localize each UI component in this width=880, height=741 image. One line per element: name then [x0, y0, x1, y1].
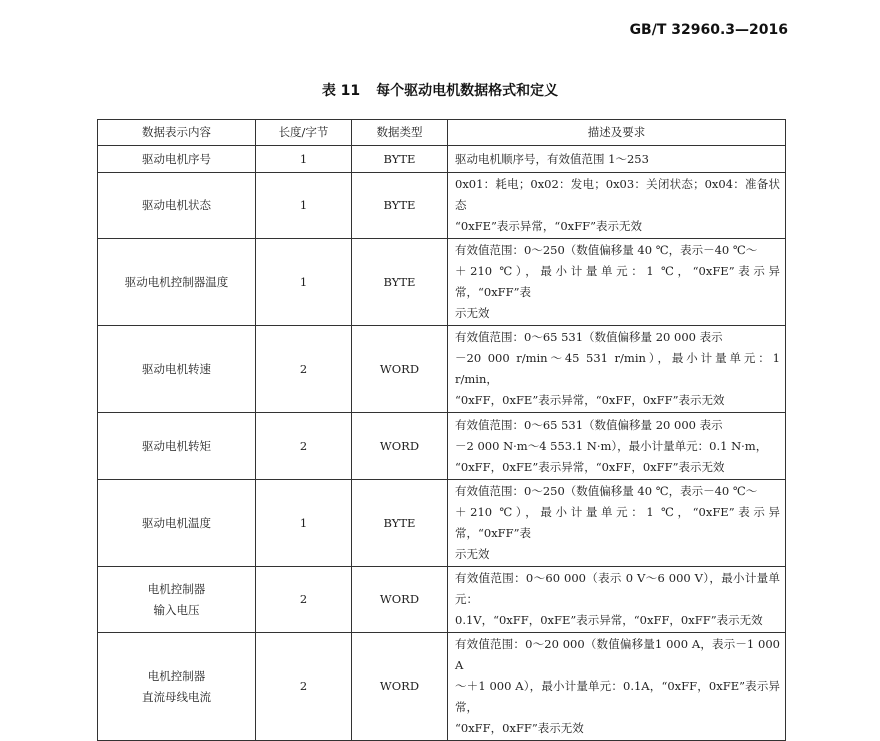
row-name: 驱动电机转矩 — [98, 413, 256, 480]
table-number: 表 11 — [321, 83, 361, 99]
row-type: BYTE — [352, 480, 448, 567]
description-line: 有效值范围：0～250（数值偏移量 40 ℃，表示－40 ℃～ — [455, 484, 758, 498]
description-line: －2 000 N·m～4 553.1 N·m），最小计量单元：0.1 N·m， — [455, 438, 768, 453]
column-header-content: 数据表示内容 — [98, 120, 256, 146]
row-name — [98, 567, 256, 633]
row-length: 1 — [256, 146, 352, 173]
description-line: 有效值范围：0～65 531（数值偏移量 20 000 表示 — [455, 330, 723, 344]
row-description — [448, 146, 786, 173]
table-row — [98, 567, 786, 633]
description-line: ＋210 ℃），最小计量单元：1 ℃，“0xFE”表示异常，“0xFF”表 — [455, 505, 780, 540]
description-line: ～＋1 000 A），最小计量单元：0.1A，“0xFF，0xFE”表示异常， — [455, 679, 780, 714]
column-header-type: 数据类型 — [352, 120, 448, 146]
row-name — [98, 633, 256, 741]
standard-code: GB/T 32960.3—2016 — [629, 22, 788, 38]
row-type: WORD — [352, 326, 448, 413]
table-header-row — [98, 120, 786, 146]
description-line: 示无效 — [455, 306, 490, 320]
description-line: 驱动电机顺序号，有效值范围 1～253 — [455, 151, 649, 166]
row-type: BYTE — [352, 239, 448, 326]
description-line: ＋210 ℃），最小计量单元：1 ℃，“0xFE”表示异常，“0xFF”表 — [455, 264, 780, 299]
description-line: 有效值范围：0～20 000（数值偏移量1 000 A，表示－1 000 A — [455, 637, 780, 672]
column-header-length: 长度/字节 — [256, 120, 352, 146]
row-description — [448, 326, 786, 413]
column-header-description: 描述及要求 — [448, 120, 786, 146]
data-format-table — [97, 119, 786, 741]
table-row — [98, 480, 786, 567]
description-line: 有效值范围：0～65 531（数值偏移量 20 000 表示 — [455, 417, 723, 432]
row-length: 2 — [256, 413, 352, 480]
table-row — [98, 146, 786, 173]
row-description — [448, 173, 786, 239]
description-line: 示无效 — [455, 547, 490, 561]
table-row — [98, 413, 786, 480]
description-line: “0xFF，0xFE”表示异常，“0xFF，0xFF”表示无效 — [455, 459, 725, 474]
row-type: BYTE — [352, 173, 448, 239]
row-length: 2 — [256, 326, 352, 413]
table-row — [98, 173, 786, 239]
description-line: 有效值范围：0～60 000（表示 0 V～6 000 V），最小计量单元： — [455, 571, 780, 606]
row-description — [448, 567, 786, 633]
table-row — [98, 239, 786, 326]
description-line: “0xFE”表示异常，“0xFF”表示无效 — [455, 219, 642, 233]
row-length: 1 — [256, 480, 352, 567]
row-type: WORD — [352, 413, 448, 480]
description-line: 0x01：耗电；0x02：发电；0x03：关闭状态；0x04：准备状态 — [455, 177, 780, 212]
row-length: 1 — [256, 173, 352, 239]
table-caption — [0, 80, 880, 100]
row-type: BYTE — [352, 146, 448, 173]
description-line: 0.1V，“0xFF，0xFE”表示异常，“0xFF，0xFF”表示无效 — [455, 613, 763, 627]
row-description — [448, 239, 786, 326]
table-row — [98, 633, 786, 741]
description-line: 有效值范围：0～250（数值偏移量 40 ℃，表示－40 ℃～ — [455, 243, 758, 257]
row-name: 驱动电机控制器温度 — [98, 239, 256, 326]
table-title: 每个驱动电机数据格式和定义 — [376, 83, 559, 99]
row-length: 2 — [256, 633, 352, 741]
row-name: 驱动电机状态 — [98, 173, 256, 239]
row-description — [448, 480, 786, 567]
row-length: 2 — [256, 567, 352, 633]
row-type: WORD — [352, 633, 448, 741]
row-name-line: 电机控制器 — [147, 581, 206, 596]
row-name: 驱动电机转速 — [98, 326, 256, 413]
row-name-line: 直流母线电流 — [142, 689, 211, 704]
row-name-line: 输入电压 — [153, 602, 200, 617]
table-row — [98, 326, 786, 413]
row-name-line: 电机控制器 — [147, 668, 206, 683]
description-line: －20 000 r/min～45 531 r/min），最小计量单元：1 r/min， — [455, 351, 780, 386]
row-name: 驱动电机温度 — [98, 480, 256, 567]
description-line: “0xFF，0xFE”表示异常，“0xFF，0xFF”表示无效 — [455, 393, 725, 407]
row-description — [448, 633, 786, 741]
row-type: WORD — [352, 567, 448, 633]
row-name: 驱动电机序号 — [98, 146, 256, 173]
row-description — [448, 413, 786, 480]
row-length: 1 — [256, 239, 352, 326]
description-line: “0xFF，0xFF”表示无效 — [455, 721, 584, 735]
